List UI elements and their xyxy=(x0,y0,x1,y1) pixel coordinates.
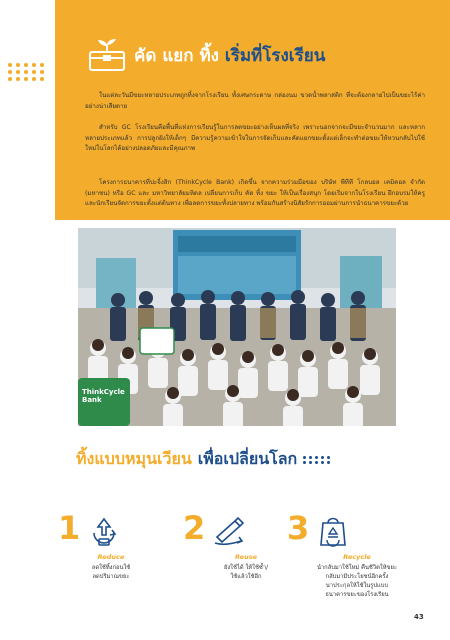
section-title-part2: เพื่อเปลี่ยนโลก xyxy=(197,449,298,468)
step-number: 2 xyxy=(183,509,206,547)
step-number: 3 xyxy=(287,509,310,547)
project-paragraph: โครงการธนาคารที่ปะจิ้งสิก (ThinkCycle Bank) เกิดขึ้น จากความร่วมมือของ บริษัท พีทีที โกลบอล เคมิคอล จำกัด (มหาชน) หรือ GC และ มหาวิทยาลัยมหิดล เปลี่ยนการเก็บ คัด ทิ้ง ขยะ ให้เป็นเรื่องสนุก โดยเริ่มจากในโรงเรียน ฝึกอบรมให้ครูและนักเรียนจัดการขยะตั้งแต่ต้นทาง เพื่อลดการขยะทั้งปลายทาง พร้อมกันสร้างนิสัยรักการออมผ่านการนำธนาคารขยะด้วย xyxy=(85,179,425,208)
recycle-bag-icon xyxy=(315,513,351,549)
page-number: 43 xyxy=(414,613,424,621)
step-description: ลดใช้ทิ้งก่อนใช้ ลดปริมาณขยะ xyxy=(91,565,131,580)
section-title xyxy=(76,447,331,472)
step-number: 1 xyxy=(58,509,81,547)
page-title-part2: เริ่มที่โรงเรียน xyxy=(224,45,326,66)
step-label: Recycle xyxy=(343,553,371,561)
gc-paragraph: สำหรับ GC โรงเรียนคือพื้นที่แห่งการเรียนรู้ในการลดขยะอย่างเห็นผลที่จริง เพราะนอกจากจะมีขยะจำนวนมาก และหลากหลายประเภทแล้ว การปลูกฝังให้เด็กๆ มีความรู้ความเข้าใจในการจัดเก็บและคัดแยกขยะตั้งแต่เล็กจะทำต่อขยะให้หวนกลับไปใช้ใหม่ในโลกได้อย่างปลอดภัยและมีคุณภาพ xyxy=(85,124,425,153)
photo-banner-text: ThinkCycle Bank xyxy=(82,388,125,404)
decorative-dots xyxy=(8,63,45,81)
step-reduce xyxy=(58,511,176,601)
step-label: Reduce xyxy=(97,553,125,561)
reuse-bottle-icon xyxy=(211,513,247,549)
group-photo xyxy=(78,228,396,426)
section-title-part1: ทิ้งแบบหมุนเวียน xyxy=(76,449,192,468)
step-description: นำกลับมาใช้ใหม่ คืนชีวิตให้ขยะ กลับมามีประโยชน์อีกครั้ง นาประกุลให้ใช้ในรูปแบบ ธนาคารขยะของโรงเรียน xyxy=(316,565,398,598)
intro-paragraph: ในแต่ละวันมีขยะหลายประเภทถูกทิ้งจากโรงเรียน ทั้งเศษกระดาษ กล่องนม ขวดน้ำพลาสติก ที่จะต้องกลายไปเป็นขยะไร้ค่าอย่างน่าเสียดาย xyxy=(85,92,425,110)
page-title-part1: คัด แยก ทิ้ง xyxy=(134,45,219,66)
page-title xyxy=(134,42,325,69)
page-title-row xyxy=(86,37,325,73)
recycle-bottles-icon xyxy=(86,513,122,549)
step-label: Reuse xyxy=(235,553,257,561)
step-recycle xyxy=(287,511,405,601)
section-title-dots xyxy=(303,456,331,464)
plant-box-icon xyxy=(86,38,128,72)
step-reuse xyxy=(183,511,301,601)
step-description: ยังใช้ได้ ให้ใช้ซ้ำ/ ใช้แล้วใช้อีก xyxy=(223,565,269,580)
